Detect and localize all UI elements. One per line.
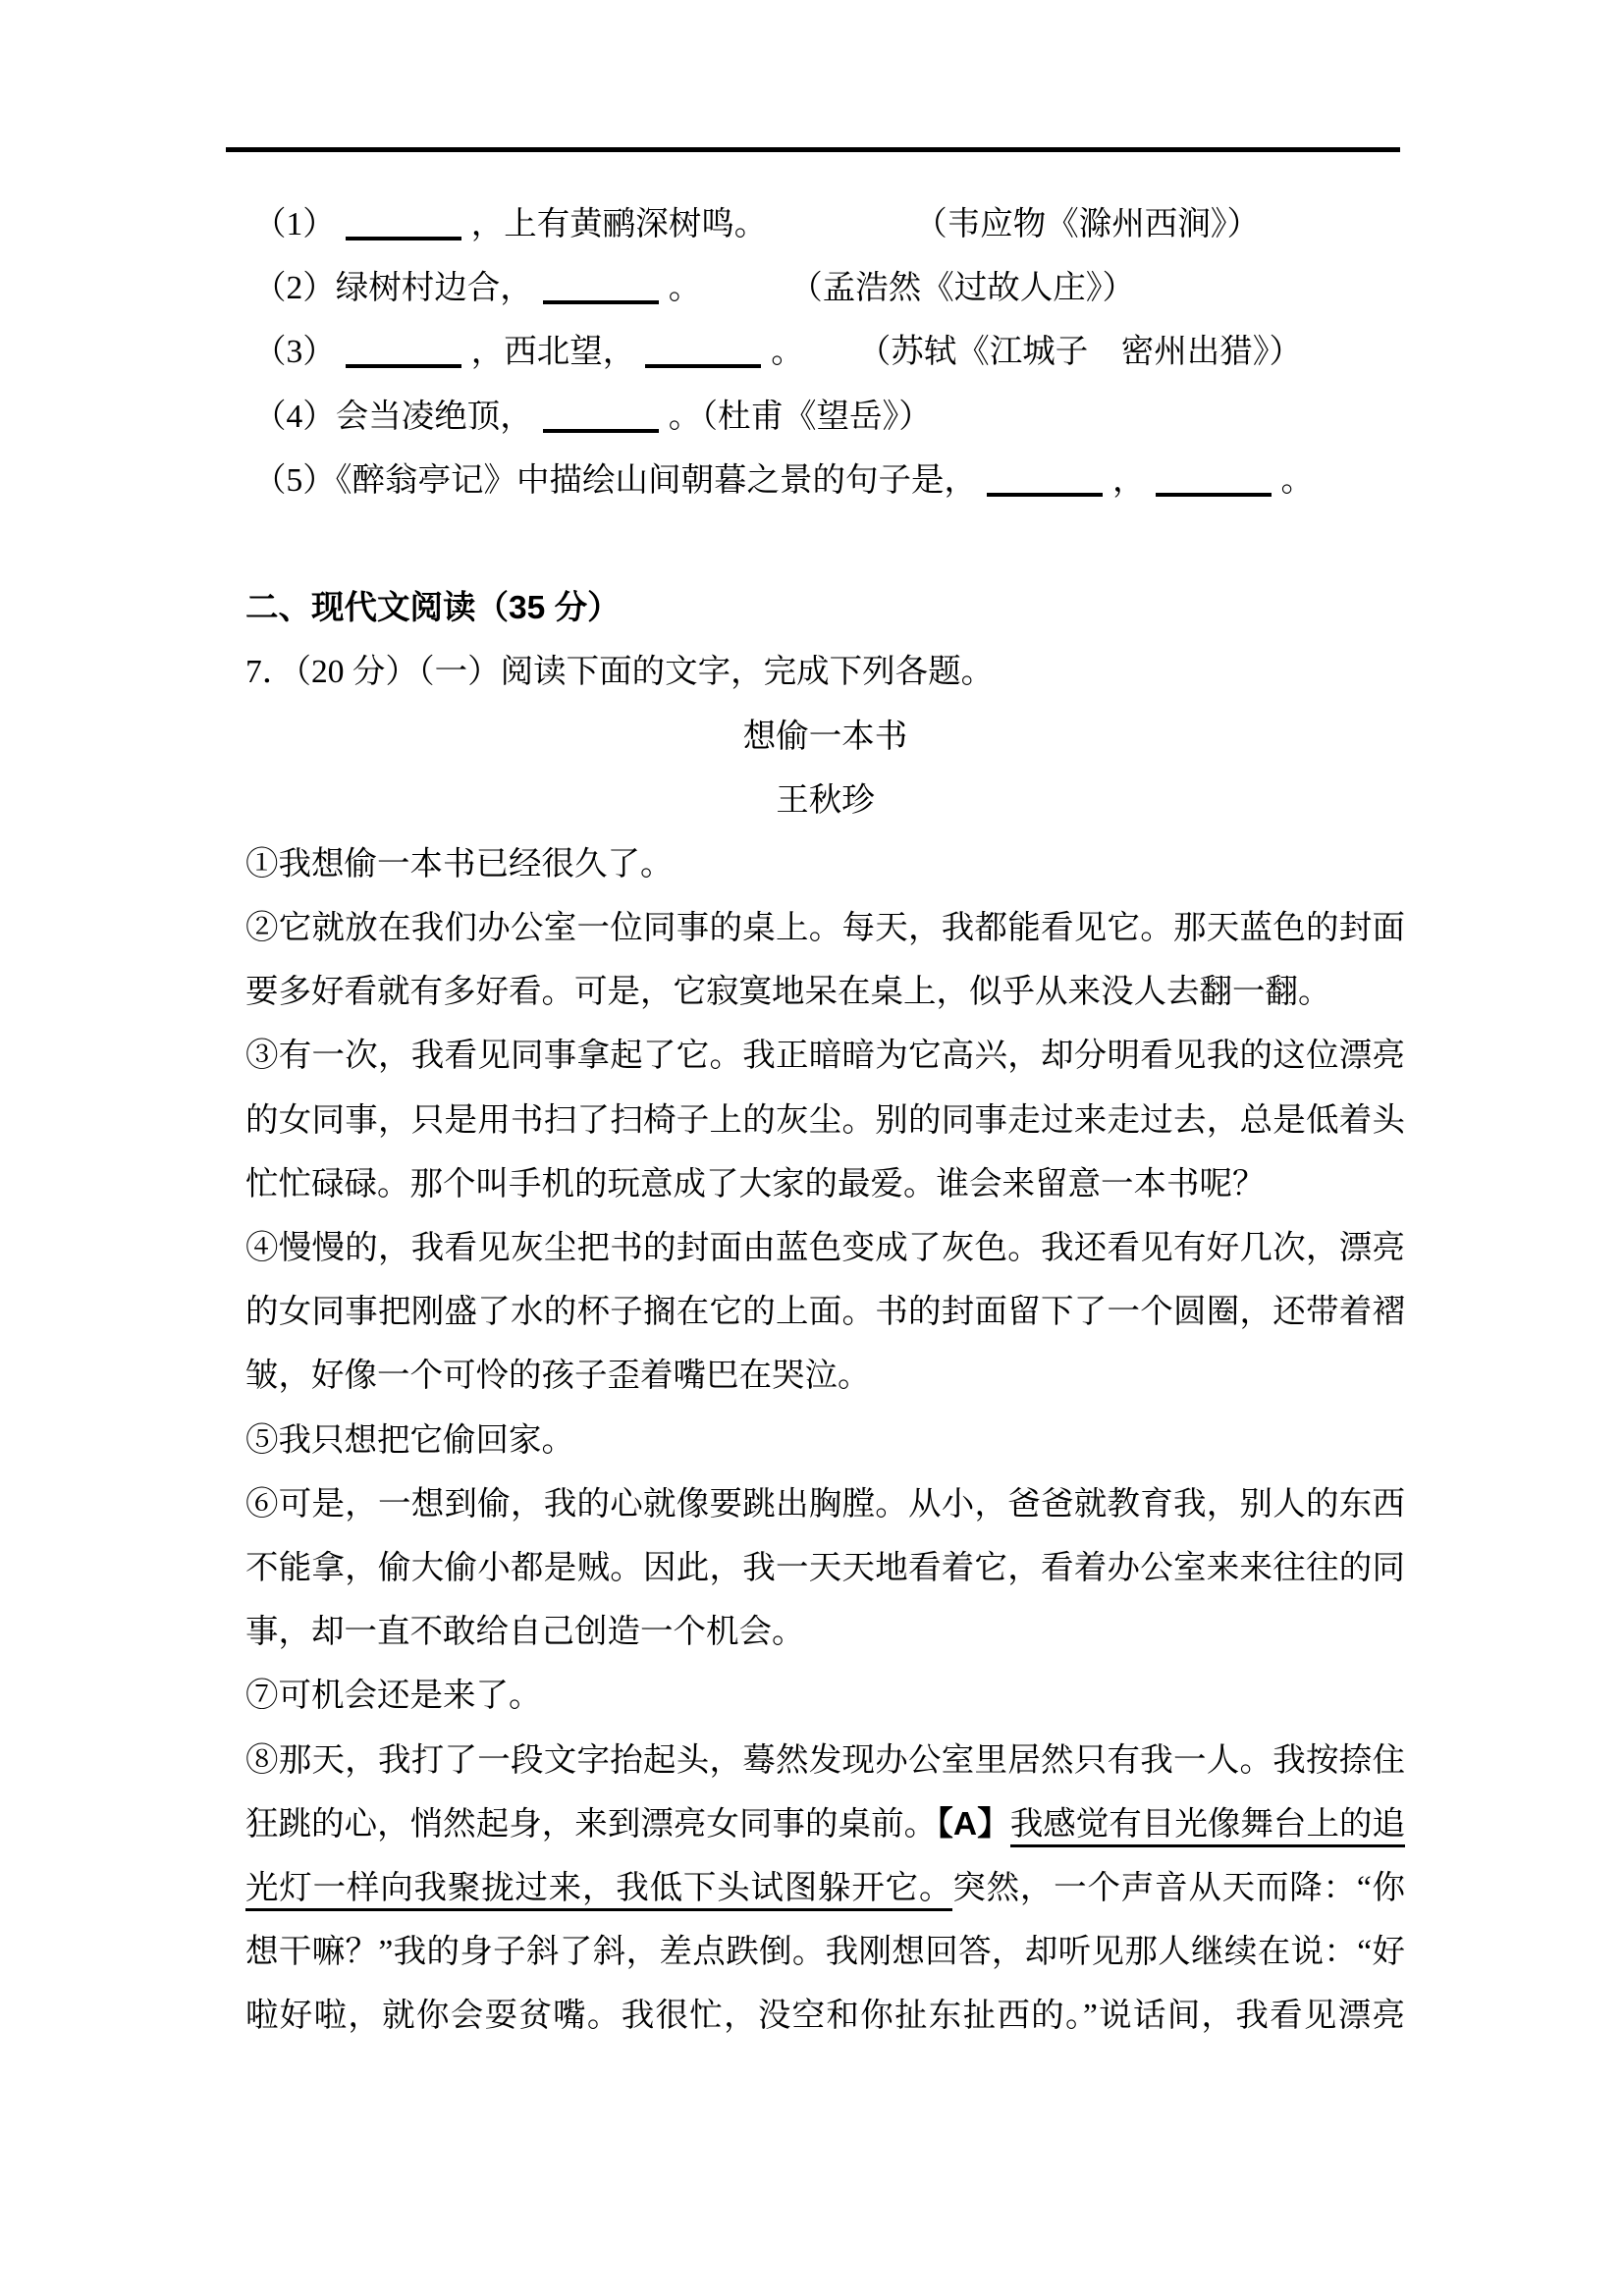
item-citation: （苏轼《江城子 密州出猎》） bbox=[857, 334, 1302, 371]
essay-line: 忙忙碌碌。那个叫手机的玩意成了大家的最爱。谁会来留意一本书呢？ bbox=[245, 1165, 1266, 1202]
blank-line bbox=[245, 512, 1405, 576]
spacer bbox=[701, 297, 789, 298]
answer-blank bbox=[543, 300, 659, 304]
essay-line: 不能拿，偷大偷小都是贼。因此，我一天天地看着它，看着办公室来来往往的同 bbox=[245, 1549, 1405, 1586]
item-text: 《醉翁亭记》中描绘山间朝暮之景的句子是， bbox=[335, 461, 977, 499]
marker-a-label: 【A】 bbox=[937, 1805, 1010, 1842]
fill-in-item-3 bbox=[245, 320, 1405, 384]
spacer bbox=[804, 361, 858, 362]
essay-text: 狂跳的心，悄然起身，来到漂亮女同事的桌前。 bbox=[245, 1805, 938, 1842]
underlined-text: 光灯一样向我聚拢过来，我低下头试图躲开它。 bbox=[245, 1870, 952, 1911]
answer-blank bbox=[543, 429, 659, 433]
essay-line-marker-a bbox=[245, 1792, 1405, 1856]
answer-blank bbox=[987, 493, 1103, 497]
item-text: 。 bbox=[668, 398, 702, 435]
essay-line: ③有一次，我看见同事拿起了它。我正暗暗为它高兴，却分明看见我的这位漂亮 bbox=[245, 1038, 1405, 1075]
item-number: （2） bbox=[253, 270, 336, 307]
essay-line: ⑤我只想把它偷回家。 bbox=[245, 1421, 574, 1459]
essay-line: ⑦可机会还是来了。 bbox=[245, 1678, 542, 1715]
item-text: ， bbox=[1112, 461, 1146, 499]
item-text: ，西北望， bbox=[470, 334, 636, 371]
item-number: （3） bbox=[253, 334, 336, 371]
fill-in-item-1 bbox=[245, 192, 1405, 256]
item-text: 绿树村边合， bbox=[335, 270, 533, 307]
header-rule bbox=[226, 147, 1400, 152]
item-citation: （杜甫《望岳》） bbox=[701, 398, 932, 435]
essay-line: ⑥可是，一想到偷，我的心就像要跳出胸膛。从小，爸爸就教育我，别人的东西 bbox=[245, 1485, 1405, 1522]
essay-line: ④慢慢的，我看见灰尘把书的封面由蓝色变成了灰色。我还看见有好几次，漂亮 bbox=[245, 1230, 1405, 1266]
item-number: （4） bbox=[253, 398, 336, 435]
fill-in-item-5 bbox=[245, 449, 1405, 512]
essay-line: 的女同事，只是用书扫了扫椅子上的灰尘。别的同事走过来走过去，总是低着头 bbox=[245, 1101, 1405, 1139]
essay-title: 想偷一本书 bbox=[742, 718, 908, 755]
essay-text: 突然，一个声音从天而降：“你 bbox=[952, 1869, 1406, 1906]
essay-line: 想干嘛？”我的身子斜了斜，差点跌倒。我刚想回答，却听见那人继续在说：“好 bbox=[245, 1934, 1405, 1971]
section-heading: 二、现代文阅读（35 分） bbox=[245, 590, 621, 627]
essay-line: 皱，好像一个可怜的孩子歪着嘴巴在哭泣。 bbox=[245, 1358, 871, 1395]
item-citation: （孟浩然《过故人庄》） bbox=[789, 270, 1135, 307]
spacer bbox=[767, 234, 914, 235]
item-text: 。 bbox=[668, 270, 702, 307]
page-content bbox=[245, 192, 1405, 2048]
essay-line-underlined bbox=[245, 1856, 1405, 1920]
item-text: 。 bbox=[771, 334, 804, 371]
essay-line: 的女同事把刚盛了水的杯子搁在它的上面。书的封面留下了一个圆圈，还带着褶 bbox=[245, 1294, 1405, 1331]
item-text: 会当凌绝顶， bbox=[335, 398, 533, 435]
essay-author: 王秋珍 bbox=[776, 781, 875, 819]
fill-in-item-4 bbox=[245, 385, 1405, 449]
question-intro: 7．（20 分）（一）阅读下面的文字，完成下列各题。 bbox=[245, 654, 995, 691]
item-citation: （韦应物《滁州西涧》） bbox=[914, 206, 1260, 242]
answer-blank bbox=[645, 364, 761, 368]
answer-blank bbox=[346, 237, 461, 240]
fill-in-item-2 bbox=[245, 256, 1405, 320]
essay-line: 啦好啦，就你会耍贫嘴。我很忙，没空和你扯东扯西的。”说话间，我看见漂亮 bbox=[245, 1998, 1405, 2035]
underlined-text: 我感觉有目光像舞台上的追 bbox=[1010, 1806, 1405, 1847]
essay-line: 要多好看就有多好看。可是，它寂寞地呆在桌上，似乎从来没人去翻一翻。 bbox=[245, 974, 1331, 1011]
answer-blank bbox=[1156, 493, 1272, 497]
essay-line: ①我想偷一本书已经很久了。 bbox=[245, 845, 674, 882]
item-text: 。 bbox=[1280, 461, 1314, 499]
essay-line: 事，却一直不敢给自己创造一个机会。 bbox=[245, 1614, 805, 1651]
essay-line: ⑧那天，我打了一段文字抬起头，蓦然发现办公室里居然只有我一人。我按捺住 bbox=[245, 1741, 1405, 1779]
item-number: （1） bbox=[253, 206, 336, 242]
item-number: （5） bbox=[253, 461, 336, 499]
essay-line: ②它就放在我们办公室一位同事的桌上。每天，我都能看见它。那天蓝色的封面 bbox=[245, 910, 1405, 947]
item-text: ，上有黄鹂深树鸣。 bbox=[470, 206, 768, 242]
answer-blank bbox=[346, 364, 461, 368]
